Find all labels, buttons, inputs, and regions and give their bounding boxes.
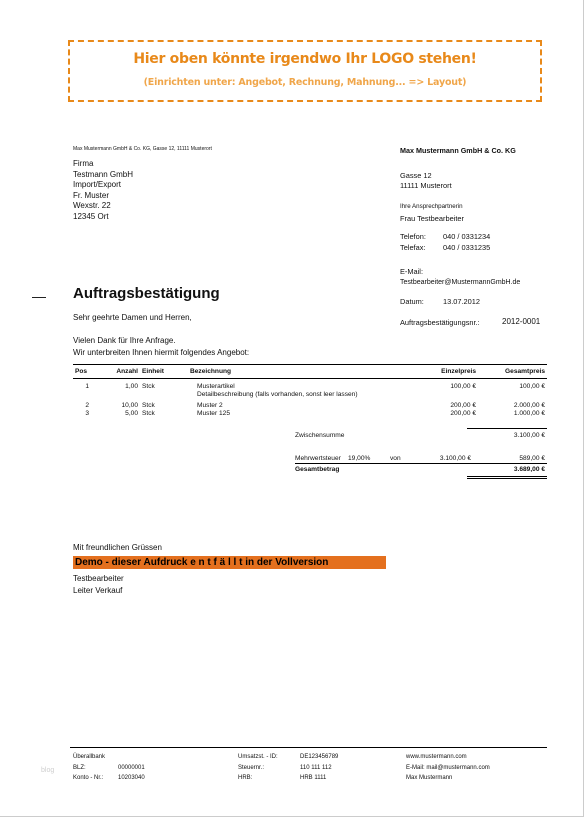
cell-unit: Stck (142, 383, 155, 390)
email-value: Testbearbeiter@MustermannGmbH.de (400, 279, 521, 286)
cell-unit-price: 200,00 € (450, 410, 476, 417)
cell-pos (73, 391, 103, 399)
cell-unit (140, 391, 188, 399)
cell-qty: 5,00 (125, 410, 138, 417)
footer-vat-id-label: Umsatzst. - ID: (238, 754, 278, 760)
subtotal-label: Zwischensumme (295, 432, 345, 439)
date-label: Datum: (400, 297, 424, 306)
items-table (73, 364, 547, 418)
fax-label: Telefax: (400, 243, 426, 252)
recipient-address (73, 159, 133, 222)
footer-blz-value: 00000001 (118, 765, 145, 771)
phone-label: Telefon: (400, 232, 426, 241)
cell-description-detail: Detailbeschreibung (falls vorhanden, sonst leer lassen) (197, 391, 358, 398)
footer-hrb-label: HRB: (238, 775, 253, 781)
vat-label: Mehrwertsteuer (295, 455, 341, 462)
document-title: Auftragsbestätigung (73, 285, 220, 302)
cell-pos: 1 (85, 383, 89, 390)
footer-email: E-Mail: mail@mustermann.com (406, 765, 490, 771)
cell-description: Muster 2 (197, 402, 223, 409)
table-row (73, 391, 547, 399)
cell-pos: 2 (85, 402, 89, 409)
header-unit: Einheit (140, 365, 188, 379)
footer-owner: Max Mustermann (406, 775, 453, 781)
contact-name: Frau Testbearbeiter (400, 214, 464, 223)
vat-base: 3.100,00 € (439, 455, 471, 462)
total-rule-bottom-2 (467, 478, 547, 479)
cell-description: Muster 125 (197, 410, 230, 417)
cell-unit-price: 100,00 € (450, 383, 476, 390)
total-rule-top (295, 463, 547, 464)
header-total-price: Gesamtpreis (478, 365, 547, 379)
company-name: Max Mustermann GmbH & Co. KG (400, 146, 516, 155)
footer-taxnr-label: Steuernr.: (238, 765, 265, 771)
cell-unit-price: 200,00 € (450, 402, 476, 409)
fold-mark (32, 297, 46, 298)
footer-account-label: Konto - Nr.: (73, 775, 104, 781)
footer-vat-id-value: DE123456789 (300, 754, 339, 760)
table-header-row (73, 365, 547, 379)
footer-rule (70, 747, 547, 748)
fax-value: 040 / 0331235 (443, 243, 491, 252)
recipient-line: Wexstr. 22 (73, 201, 111, 210)
vat-value: 589,00 € (519, 455, 545, 462)
logo-placeholder (68, 40, 542, 102)
footer-website: www.mustermann.com (406, 754, 467, 760)
logo-subtitle: (Einrichten unter: Angebot, Rechnung, Mahnung... => Layout) (143, 77, 467, 88)
recipient-line: 12345 Ort (73, 211, 109, 221)
company-city: 11111 Musterort (400, 181, 452, 190)
sender-line: Max Mustermann GmbH & Co. KG, Gasse 12, 11111 Musterort (73, 146, 212, 152)
signer-role: Leiter Verkauf (73, 586, 123, 595)
intro-thanks: Vielen Dank für Ihre Anfrage. (73, 336, 176, 345)
recipient-line: Fr. Muster (73, 190, 110, 200)
total-rule-bottom-1 (467, 476, 547, 477)
demo-banner: Demo - dieser Aufdruck e n t f ä l l t in der Vollversion (73, 556, 386, 569)
order-number-label: Auftragsbestätigungsnr.: (400, 318, 480, 327)
cell-qty: 1,00 (125, 383, 138, 390)
vat-rate: 19,00% (348, 455, 371, 462)
recipient-line: Firma (73, 159, 94, 168)
intro-offer: Wir unterbreiten Ihnen hiermit folgendes Angebot: (73, 348, 250, 357)
watermark: blog (41, 767, 55, 774)
header-description: Bezeichnung (188, 365, 410, 379)
cell-unit: Stck (142, 402, 155, 409)
cell-description: Musterartikel (197, 383, 235, 390)
cell-qty: 10,00 (121, 402, 138, 409)
recipient-line: Import/Export (73, 180, 122, 189)
signer-name: Testbearbeiter (73, 574, 124, 583)
greeting: Sehr geehrte Damen und Herren, (73, 313, 192, 322)
footer-account-value: 10203040 (118, 775, 145, 781)
contact-label: Ihre Ansprechpartnerin (400, 203, 463, 210)
table-row (73, 383, 547, 391)
cell-total: 100,00 € (519, 383, 545, 390)
cell-pos: 3 (85, 410, 89, 417)
vat-from: von (390, 455, 401, 462)
company-street: Gasse 12 (400, 171, 432, 180)
header-unit-price: Einzelpreis (410, 365, 478, 379)
email-label: E-Mail: (400, 267, 423, 276)
subtotal-rule (467, 428, 547, 429)
logo-title: Hier oben könnte irgendwo Ihr LOGO stehen! (133, 51, 477, 67)
table-row (73, 410, 547, 418)
header-pos: Pos (73, 365, 103, 379)
footer-taxnr-value: 110 111 112 (300, 765, 332, 771)
order-number-value: 2012-0001 (502, 317, 541, 326)
cell-total: 2.000,00 € (513, 402, 545, 409)
total-value: 3.689,00 € (513, 466, 545, 473)
cell-qty (103, 391, 140, 399)
total-label: Gesamtbetrag (295, 466, 340, 473)
subtotal-value: 3.100,00 € (513, 432, 545, 439)
phone-value: 040 / 0331234 (443, 232, 491, 241)
closing-phrase: Mit freundlichen Grüssen (73, 543, 162, 552)
cell-total: 1.000,00 € (513, 410, 545, 417)
recipient-line: Testmann GmbH (73, 169, 134, 179)
date-value: 13.07.2012 (443, 297, 480, 306)
footer-bank: Überallbank (73, 754, 106, 760)
footer-blz-label: BLZ: (73, 765, 86, 771)
footer-hrb-value: HRB 1111 (300, 775, 327, 781)
header-qty: Anzahl (103, 365, 140, 379)
table-row (73, 402, 547, 410)
cell-unit: Stck (142, 410, 155, 417)
